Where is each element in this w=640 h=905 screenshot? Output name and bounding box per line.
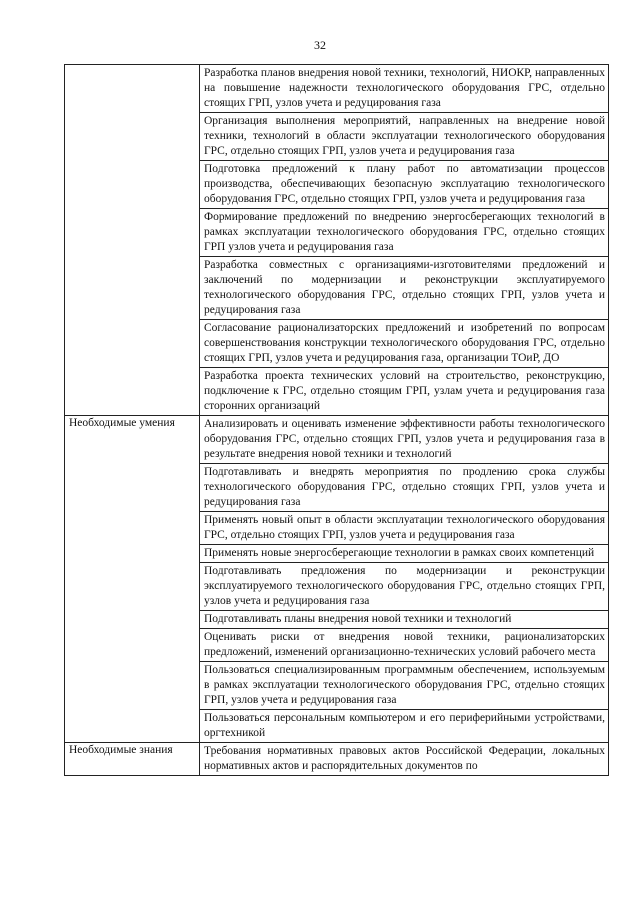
table-cell: Согласование рационализаторских предложений и изобретений по вопросам совершенствования конструкции технологического оборудования ГРС, отдельно стоящих ГРП, узлов учета и редуцирования газа, организации ТОиР, ДО bbox=[200, 320, 608, 368]
table-cell: Подготавливать планы внедрения новой техники и технологий bbox=[200, 611, 608, 629]
table-cell: Пользоваться специализированным программным обеспечением, используемым в рамках эксплуатации технологического оборудования ГРС, отдельно стоящих ГРП, узлов учета и редуцирования газа bbox=[200, 662, 608, 710]
table-cell: Разработка планов внедрения новой техники, технологий, НИОКР, направленных на повышение надежности технологического оборудования ГРС, отдельно стоящих ГРП, узлов учета и редуцирования газа bbox=[200, 65, 608, 113]
table-row bbox=[200, 563, 608, 611]
table-row bbox=[200, 113, 608, 161]
section-items bbox=[200, 743, 609, 776]
table-cell: Оценивать риски от внедрения новой техники, рационализаторских предложений, изменений организационно-технических условий рабочего места bbox=[200, 629, 608, 662]
table-cell: Подготовка предложений к плану работ по автоматизации процессов производства, обеспечивающих безопасную эксплуатацию технологического оборудования ГРС, отдельно стоящих ГРП, узлов учета и редуцирования газа bbox=[200, 161, 608, 209]
table-section-row bbox=[65, 743, 609, 776]
table-row bbox=[200, 545, 608, 563]
table-row bbox=[200, 710, 608, 743]
table-row bbox=[200, 743, 608, 775]
table-row bbox=[200, 512, 608, 545]
table-cell: Применять новые энергосберегающие технологии в рамках своих компетенций bbox=[200, 545, 608, 563]
table-row bbox=[200, 416, 608, 464]
section-items bbox=[200, 65, 609, 416]
table-row bbox=[200, 368, 608, 416]
table-section-row bbox=[65, 65, 609, 416]
section-items bbox=[200, 416, 609, 743]
table-cell: Разработка проекта технических условий на строительство, реконструкцию, подключение к ГРС, отдельно стоящим ГРП, узлам учета и редуцирования газа сторонних организаций bbox=[204, 370, 605, 412]
table-cell: Подготавливать и внедрять мероприятия по продлению срока службы технологического оборудования ГРС, отдельно стоящих ГРП, узлов учета и редуцирования газа bbox=[200, 464, 608, 512]
table-cell: Требования нормативных правовых актов Российской Федерации, локальных нормативных актов и распорядительных документов по bbox=[204, 745, 605, 772]
table-row bbox=[200, 65, 608, 113]
section-label bbox=[65, 65, 200, 416]
page-number: 32 bbox=[314, 38, 326, 52]
table-section-row bbox=[65, 416, 609, 743]
table-row bbox=[200, 464, 608, 512]
table-cell: Анализировать и оценивать изменение эффективности работы технологического оборудования ГРС, отдельно стоящих ГРП, узлов учета и редуцирования газа в результате внедрения новой техники и технологий bbox=[200, 416, 608, 464]
table-row bbox=[200, 320, 608, 368]
table-row bbox=[200, 209, 608, 257]
table-row bbox=[200, 161, 608, 209]
table-cell: Пользоваться персональным компьютером и его периферийными устройствами, оргтехникой bbox=[204, 712, 605, 739]
table-cell: Организация выполнения мероприятий, направленных на внедрение новой техники, технологий в области эксплуатации технологического оборудования ГРС, отдельно стоящих ГРП, узлов учета и редуцирования газа bbox=[200, 113, 608, 161]
table-row bbox=[200, 257, 608, 320]
section-label: Необходимые знания bbox=[65, 743, 200, 776]
table-row bbox=[200, 662, 608, 710]
table-cell: Формирование предложений по внедрению энергосберегающих технологий в рамках эксплуатации технологического оборудования ГРС, отдельно стоящих ГРП узлов учета и редуцирования газа bbox=[200, 209, 608, 257]
table-row bbox=[200, 611, 608, 629]
requirements-table bbox=[64, 64, 609, 776]
table-cell: Разработка совместных с организациями-изготовителями предложений и заключений по модернизации и реконструкции эксплуатируемого технологического оборудования ГРС, отдельно стоящих ГРП, узлов учета и редуцирования газа bbox=[200, 257, 608, 320]
table-cell: Подготавливать предложения по модернизации и реконструкции эксплуатируемого технологического оборудования ГРС, отдельно стоящих ГРП, узлов учета и редуцирования газа bbox=[200, 563, 608, 611]
section-label: Необходимые умения bbox=[65, 416, 200, 743]
table-row bbox=[200, 629, 608, 662]
table-cell: Применять новый опыт в области эксплуатации технологического оборудования ГРС, отдельно стоящих ГРП, узлов учета и редуцирования газа bbox=[200, 512, 608, 545]
